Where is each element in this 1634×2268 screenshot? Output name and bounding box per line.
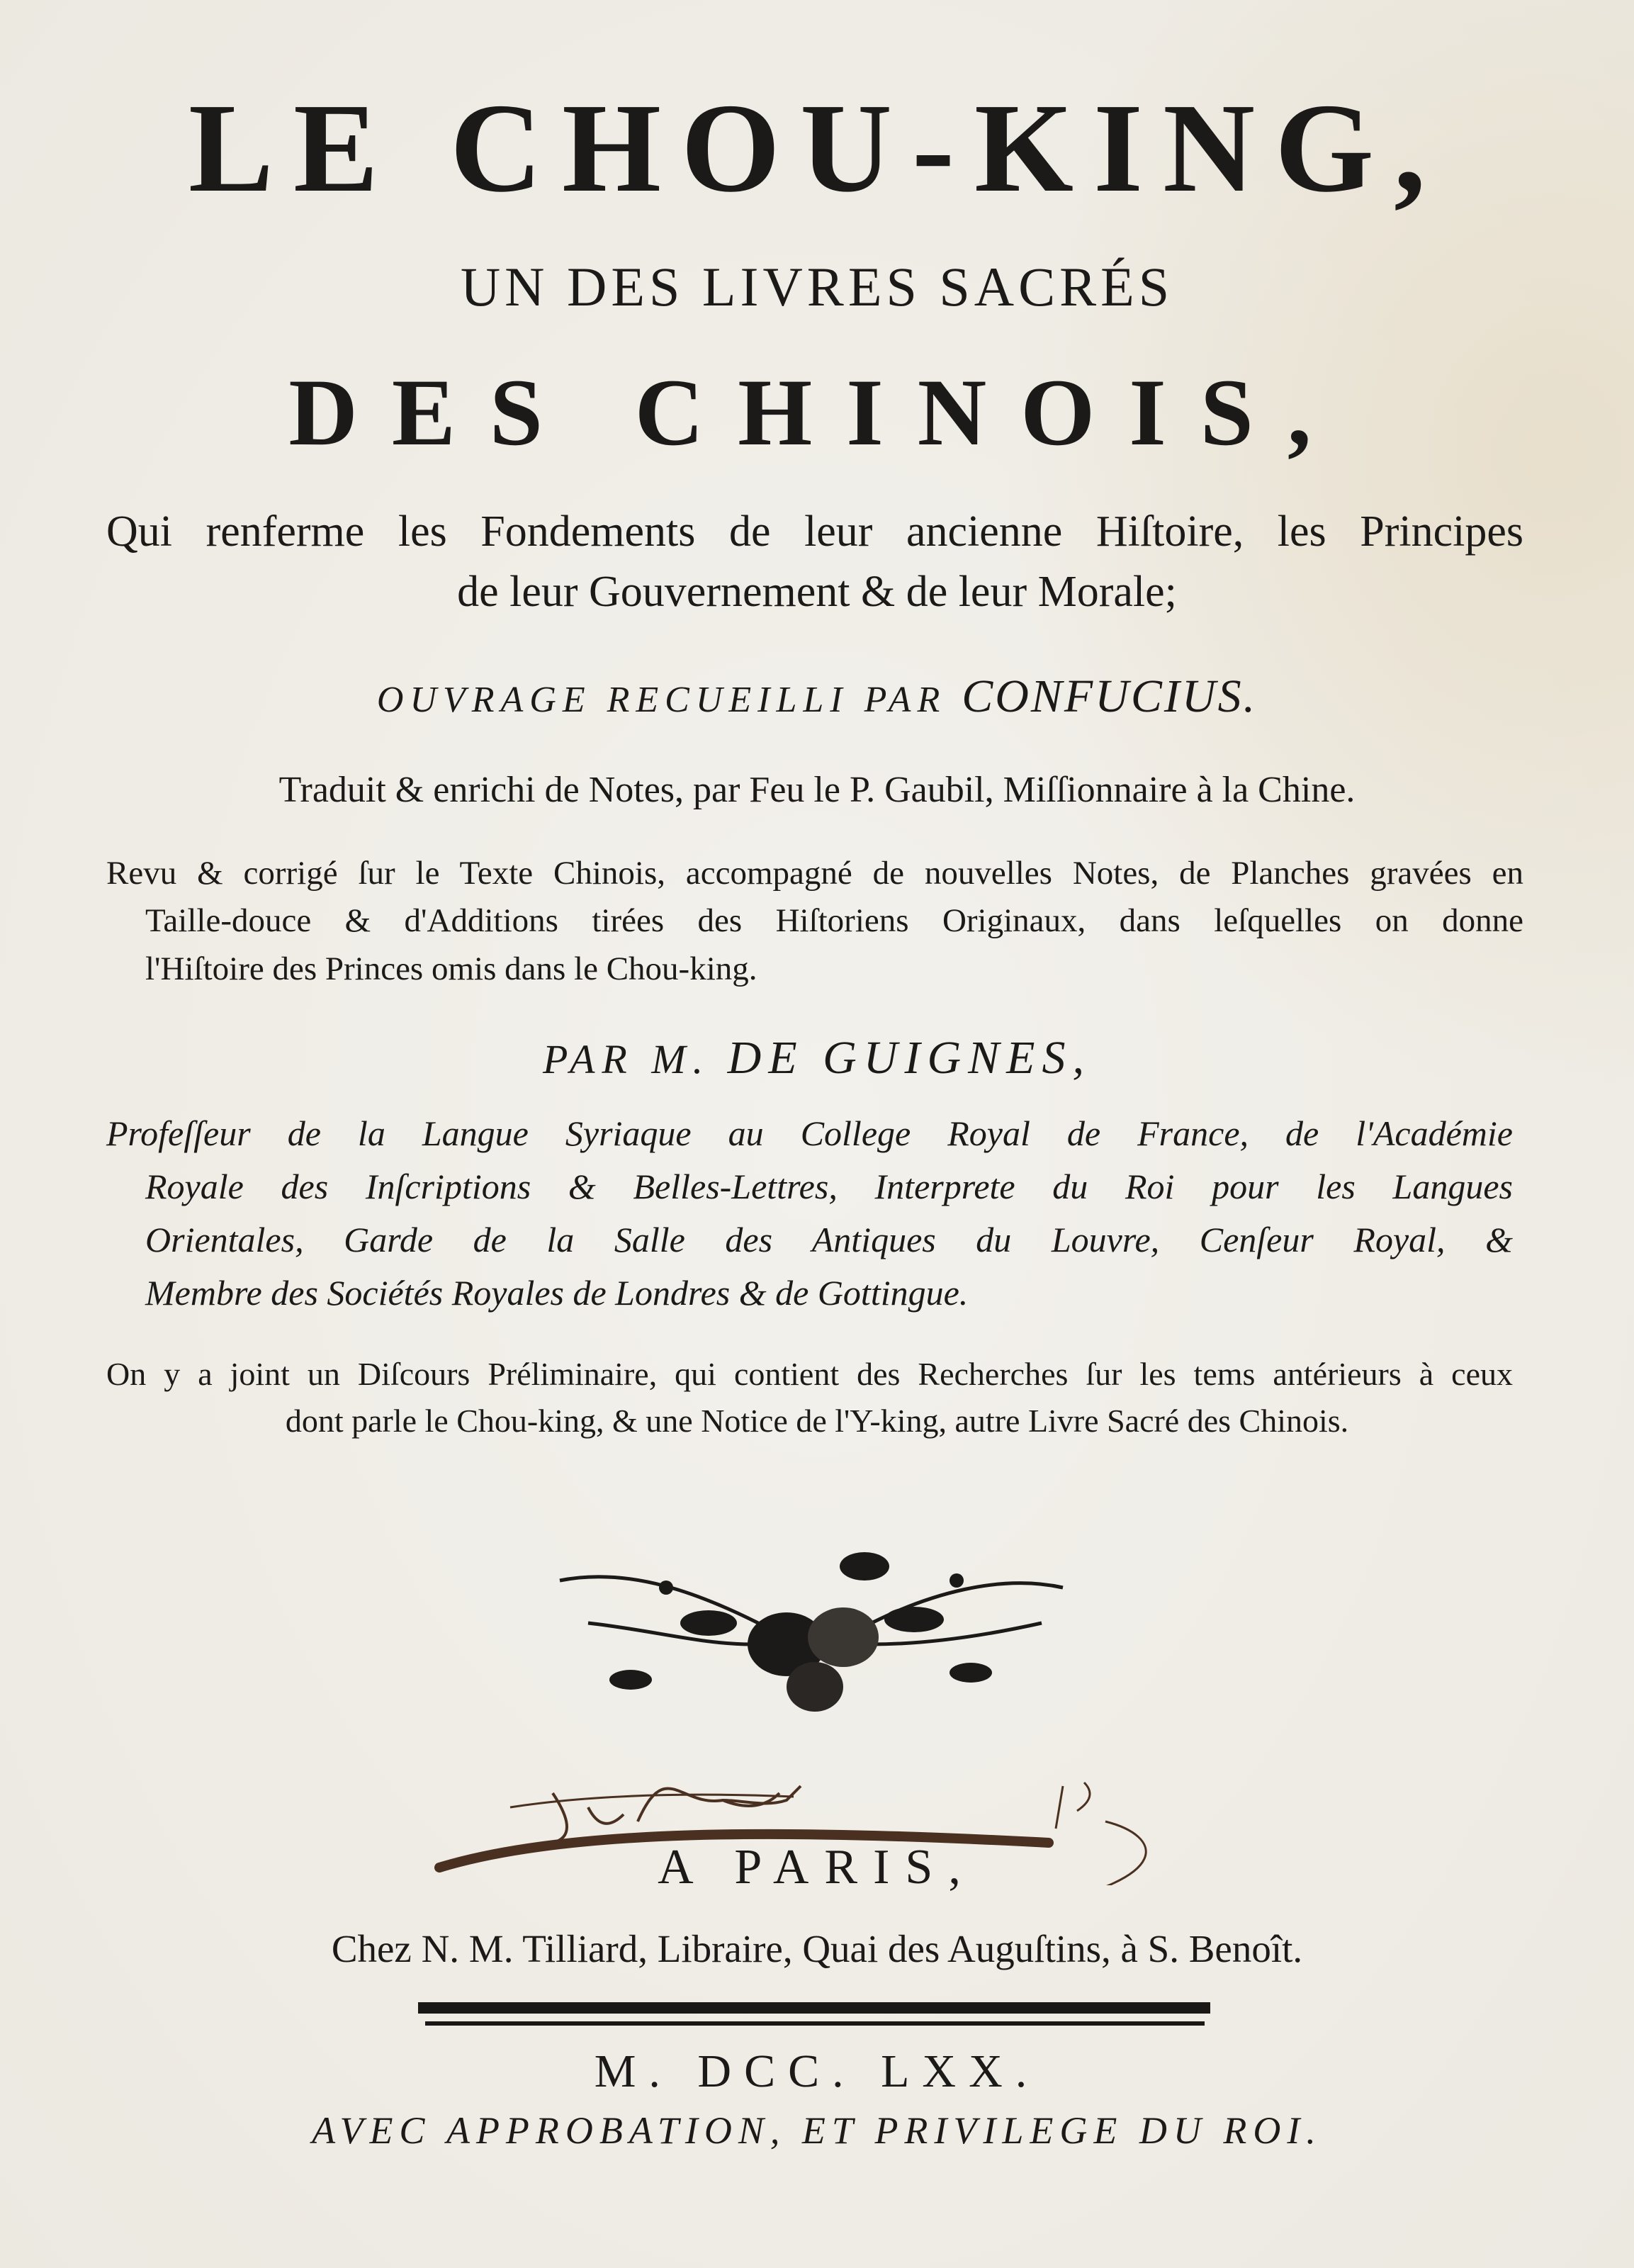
author-titles-line-3: Orientales, Garde de la Salle des Antiques du Louvre, Cenſeur Royal, & — [145, 1220, 1513, 1259]
place-of-publication: A PARIS, — [658, 1840, 976, 1894]
author-titles-line-2: Royale des Inſcriptions & Belles-Lettres, Interprete du Roi pour les Langues — [145, 1167, 1513, 1206]
joined-line-1: On y a joint un Diſcours Préliminaire, qui contient des Recherches ſur les tems antérieurs à ceux — [106, 1356, 1513, 1392]
thick-rule — [418, 2002, 1210, 2014]
author-titles-line-4: Membre des Sociétés Royales de Londres & de Gottingue. — [145, 1273, 969, 1313]
translator-line: Traduit & enrichi de Notes, par Feu le P. Gaubil, Miſſionnaire à la Chine. — [278, 770, 1356, 810]
book-title: LE CHOU-KING, — [188, 77, 1446, 218]
publisher-line: Chez N. M. Tilliard, Libraire, Quai des Auguſtins, à S. Benoît. — [331, 1927, 1303, 1970]
compiler-name: CONFUCIUS. — [962, 670, 1258, 722]
book-title-continued: DES CHINOIS, — [288, 360, 1346, 466]
publication-year: M. DCC. LXX. — [594, 2045, 1040, 2097]
description-line-1: Qui renferme les Fondements de leur ancienne Hiſtoire, les Principes — [106, 507, 1523, 556]
thin-rule — [425, 2021, 1205, 2026]
revision-line-1: Revu & corrigé ſur le Texte Chinois, accompagné de nouvelles Notes, de Planches gravées en — [106, 855, 1523, 892]
floral-ornament-icon — [546, 1538, 1077, 1729]
joined-line-2: dont parle le Chou-king, & une Notice de l'Y-king, autre Livre Sacré des Chinois. — [285, 1403, 1349, 1439]
revision-line-2: Taille-douce & d'Additions tirées des Hiſtoriens Originaux, dans leſquelles on donne — [145, 902, 1523, 939]
royal-privilege: AVEC APPROBATION, ET PRIVILEGE DU ROI. — [312, 2109, 1322, 2152]
author-name: DE GUIGNES, — [727, 1032, 1091, 1084]
author-prefix: PAR M. — [543, 1036, 711, 1082]
compiled-by — [0, 670, 1634, 724]
description-line-2: de leur Gouvernement & de leur Morale; — [457, 568, 1177, 616]
compiled-prefix: OUVRAGE RECUEILLI PAR — [376, 680, 947, 720]
revision-line-3: l'Hiſtoire des Princes omis dans le Chou-king. — [145, 950, 757, 987]
author-line — [0, 1031, 1634, 1085]
author-titles-line-1: Profeſſeur de la Langue Syriaque au College Royal de France, de l'Académie — [106, 1113, 1513, 1153]
book-subtitle: UN DES LIVRES SACRÉS — [460, 256, 1174, 318]
